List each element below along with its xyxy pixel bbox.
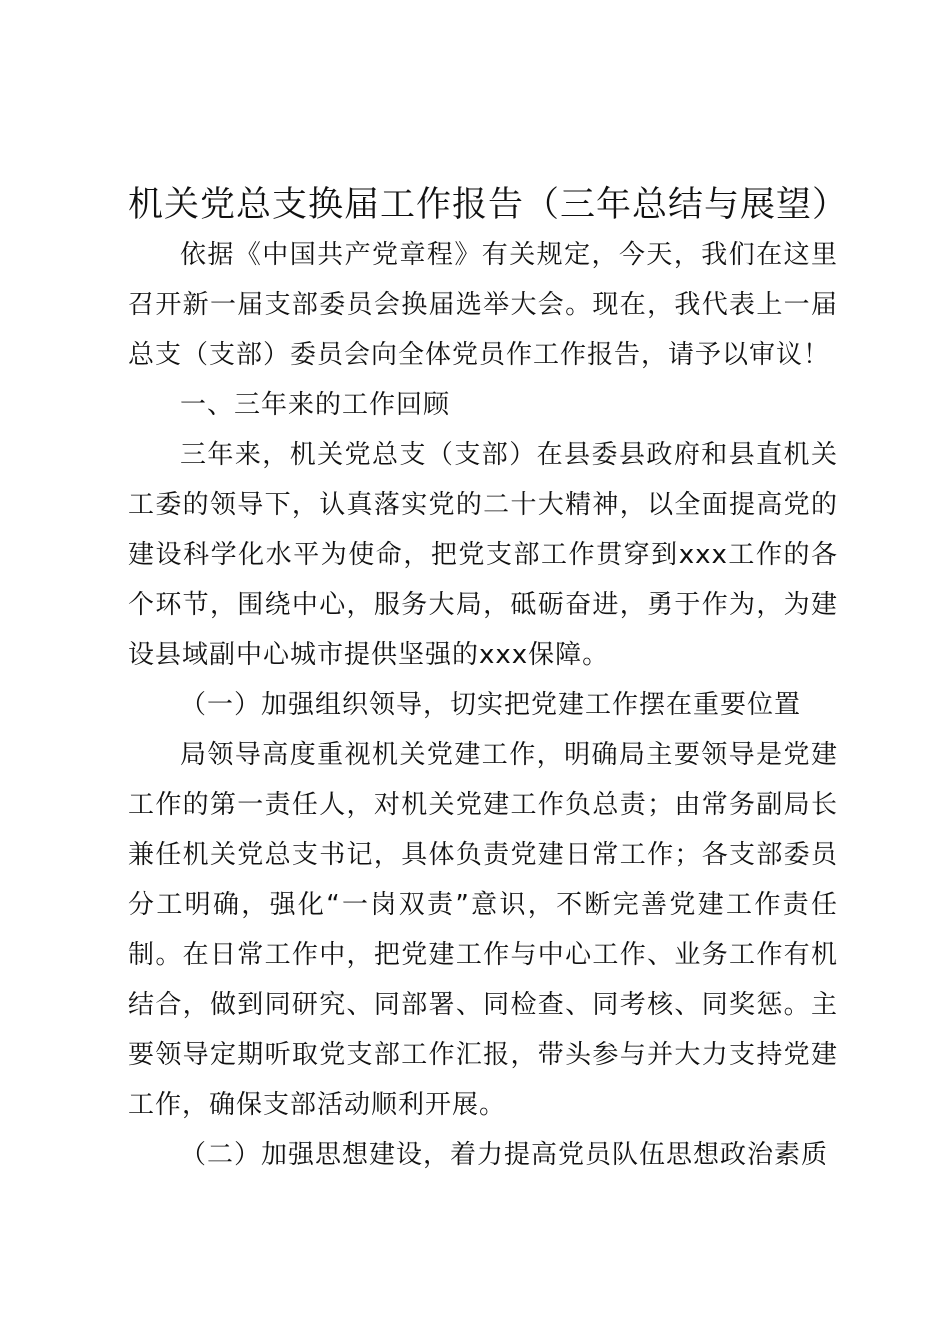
subsection-heading-organization: （一）加强组织领导，切实把党建工作摆在重要位置	[180, 690, 802, 720]
document-body	[128, 180, 849, 1180]
subsection-heading-ideology: （二）加强思想建设，着力提高党员队伍思想政治素质	[180, 1140, 829, 1170]
subsection-organization-paragraph: 局领导高度重视机关党建工作，明确局主要领导是党建工作的第一责任人，对机关党建工作负总责；由常务副局长兼任机关党总支书记，具体负责党建日常工作；各支部委员分工明确，强化“一岗双责”意识，不断完善党建工作责任制。在日常工作中，把党建工作与中心工作、业务工作有机结合，做到同研究、同部署、同检查、同考核、同奖惩。主要领导定期听取党支部工作汇报，带头参与并大力支持党建工作，确保支部活动顺利开展。	[128, 740, 838, 1120]
section-heading-review: 一、三年来的工作回顾	[180, 390, 451, 420]
intro-paragraph: 依据《中国共产党章程》有关规定，今天，我们在这里召开新一届支部委员会换届选举大会。现在，我代表上一届总支（支部）委员会向全体党员作工作报告，请予以审议！	[128, 240, 838, 370]
section-review-paragraph: 三年来，机关党总支（支部）在县委县政府和县直机关工委的领导下，认真落实党的二十大精神，以全面提高党的建设科学化水平为使命，把党支部工作贯穿到xxx工作的各个环节，围绕中心，服务大局，砥砺奋进，勇于作为，为建设县域副中心城市提供坚强的xxx保障。	[128, 440, 838, 670]
document-title: 机关党总支换届工作报告（三年总结与展望）	[128, 185, 849, 225]
